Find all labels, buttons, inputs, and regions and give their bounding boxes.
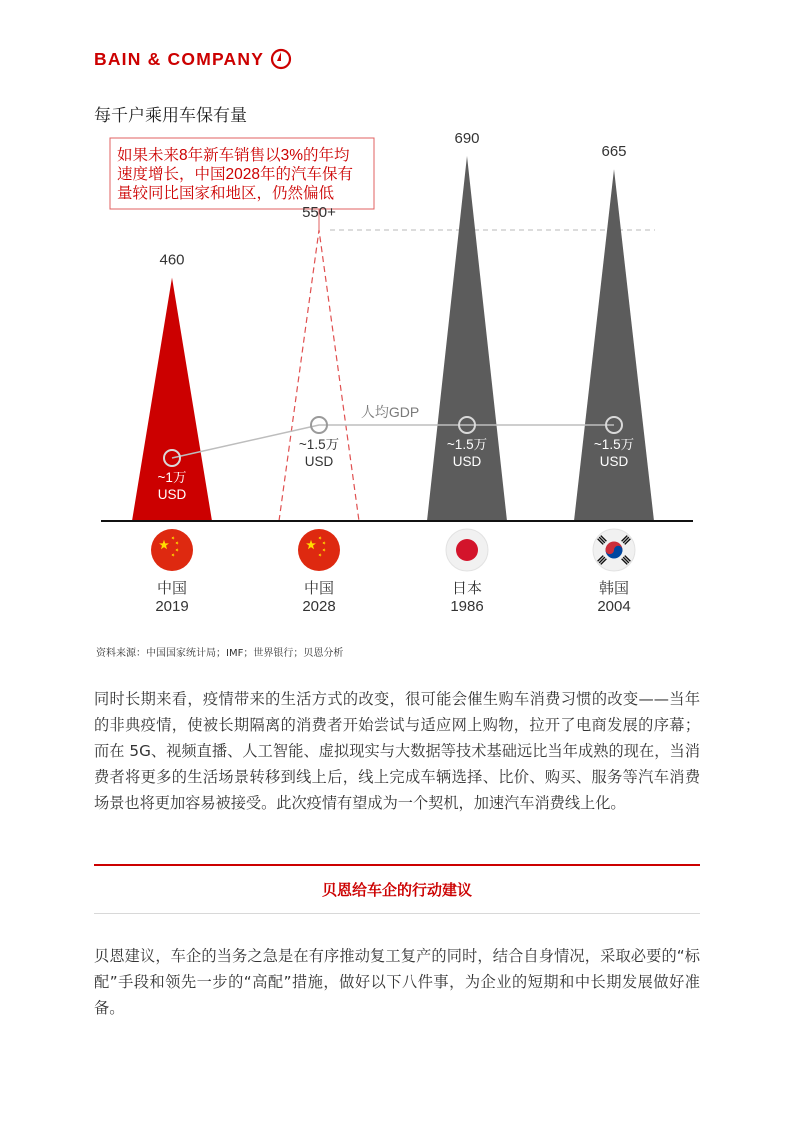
source-note: 资料来源：中国国家统计局；IMF；世界银行；贝恩分析 bbox=[96, 648, 344, 659]
gdp-value-label: USD bbox=[157, 487, 187, 502]
gdp-value-label: ~1.5万 bbox=[593, 437, 635, 452]
category-year-label: 2004 bbox=[597, 598, 631, 615]
gdp-value-label: USD bbox=[304, 454, 334, 469]
body-paragraph-2: 贝恩建议，车企的当务之急是在有序推动复工复产的同时，结合自身情况，采取必要的“标配”手段和领先一步的“高配”措施，做好以下八件事，为企业的短期和中长期发展做好准备。 bbox=[94, 947, 700, 1017]
gdp-value-label: ~1.5万 bbox=[298, 437, 340, 452]
section-title: 贝恩给车企的行动建议 bbox=[321, 881, 472, 899]
bar-spike-2028 bbox=[279, 230, 359, 521]
data-label: 690 bbox=[454, 130, 480, 147]
category-year-label: 2019 bbox=[155, 598, 189, 615]
callout-text-line: 如果未来8年新车销售以3%的年均 bbox=[117, 147, 350, 164]
korea-taeguk-swirl bbox=[606, 546, 615, 555]
category-country-label: 中国 bbox=[156, 580, 188, 597]
japan-flag-sun bbox=[456, 539, 478, 561]
gdp-series-label: 人均GDP bbox=[360, 404, 420, 420]
brand-name: BAIN & COMPANY bbox=[94, 48, 265, 69]
section-divider-bottom bbox=[94, 913, 700, 914]
china-flag-icon bbox=[298, 529, 340, 571]
chart-title: 每千户乘用车保有量 bbox=[94, 106, 247, 126]
data-label: 550+ bbox=[302, 204, 336, 222]
category-country-label: 中国 bbox=[303, 580, 335, 597]
gdp-value-label: USD bbox=[599, 454, 629, 469]
body-paragraph-1: 同时长期来看，疫情带来的生活方式的改变，很可能会催生购车消费习惯的改变——当年的非典疫情，使被长期隔离的消费者开始尝试与适应网上购物，拉开了电商发展的序幕；而在 5G、视频直播、人工智能、虚拟现实与大数据等技术基础远比当年成熟的现在，当消费者将更多的生活场景转移到线上后，线上完成车辆选择、比价、购买、服务等汽车消费场景也将更加容易被接受。此次疫情有望成为一个契机，加速汽车消费线上化。 bbox=[94, 690, 700, 812]
category-country-label: 韩国 bbox=[598, 580, 630, 597]
data-label: 460 bbox=[159, 251, 185, 269]
gdp-value-label: ~1万 bbox=[157, 470, 187, 485]
callout-text-line: 量较同比国家和地区，仍然偏低 bbox=[117, 185, 335, 202]
category-country-label: 日本 bbox=[451, 580, 483, 597]
data-label: 665 bbox=[601, 143, 627, 161]
gdp-value-label: USD bbox=[452, 454, 482, 469]
category-year-label: 1986 bbox=[450, 598, 484, 615]
category-year-label: 2028 bbox=[302, 598, 336, 615]
china-flag-icon bbox=[151, 529, 193, 571]
callout-text-line: 速度增长，中国2028年的汽车保有 bbox=[117, 166, 353, 183]
gdp-line bbox=[172, 425, 614, 458]
gdp-value-label: ~1.5万 bbox=[446, 437, 488, 452]
section-divider-top bbox=[94, 864, 700, 866]
korea-taeguk-swirl bbox=[614, 546, 623, 555]
